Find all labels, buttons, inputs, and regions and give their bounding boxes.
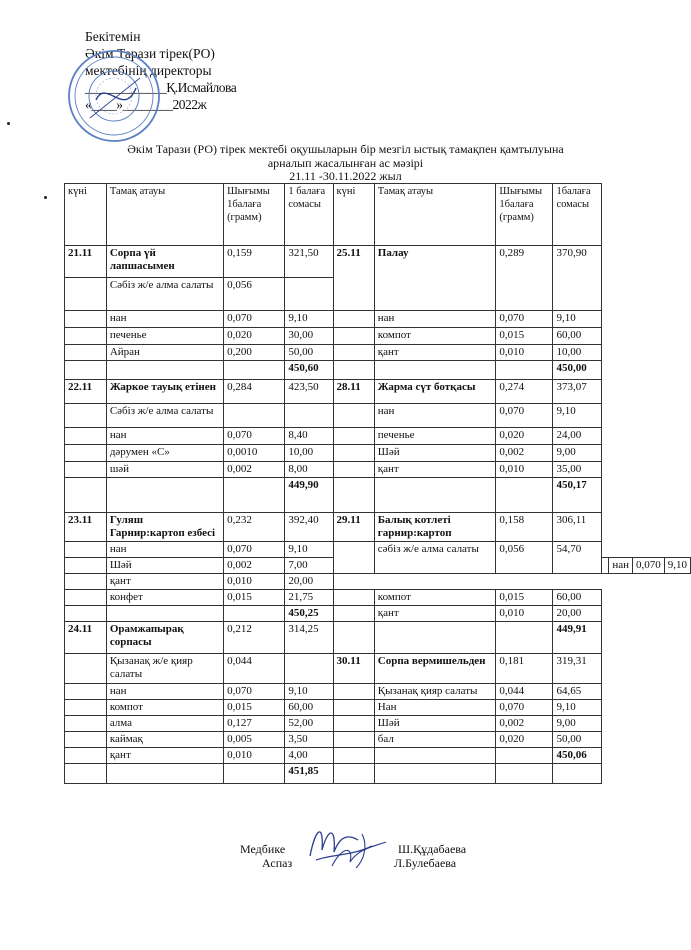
price-cell: 450,06 <box>553 748 602 764</box>
header-dish: Тамақ атауы <box>374 184 496 246</box>
dish-cell: конфет <box>106 590 223 606</box>
dish-cell: каймақ <box>106 732 223 748</box>
price-cell: 9,10 <box>553 404 602 428</box>
day-cell: 28.11 <box>333 380 374 404</box>
day-cell <box>333 462 374 478</box>
dish-cell: қант <box>374 606 496 622</box>
amount-cell: 0,010 <box>224 748 285 764</box>
amount-cell: 0,070 <box>496 700 553 716</box>
day-cell <box>333 684 374 700</box>
table-row <box>65 700 691 716</box>
amount-cell <box>224 361 285 380</box>
day-cell <box>65 311 107 328</box>
amount-cell: 0,056 <box>224 278 285 311</box>
price-cell: 9,10 <box>285 542 333 558</box>
price-cell: 450,17 <box>553 478 602 513</box>
table-row <box>65 462 691 478</box>
price-cell: 9,10 <box>285 311 333 328</box>
day-cell <box>333 345 374 361</box>
header-day: күні <box>333 184 374 246</box>
table-row <box>65 684 691 700</box>
amount-cell: 0,070 <box>496 404 553 428</box>
header-price: 1 балаға сомасы <box>285 184 333 246</box>
day-cell: 22.11 <box>65 380 107 404</box>
day-cell: 24.11 <box>65 622 107 654</box>
amount-cell: 0,010 <box>224 574 285 590</box>
header-amount: Шығымы 1балаға (грамм) <box>224 184 285 246</box>
empty-cell <box>553 764 602 784</box>
price-cell: 10,00 <box>285 445 333 462</box>
amount-cell: 0,015 <box>224 590 285 606</box>
table-row <box>65 380 691 404</box>
day-cell <box>65 732 107 748</box>
amount-cell: 0,044 <box>496 684 553 700</box>
day-cell <box>65 748 107 764</box>
amount-cell: 0,005 <box>224 732 285 748</box>
dish-cell: Палау <box>374 246 496 311</box>
dish-cell: нан <box>106 684 223 700</box>
dish-cell <box>374 622 496 654</box>
amount-cell: 0,274 <box>496 380 553 404</box>
table-row <box>65 716 691 732</box>
day-cell <box>65 716 107 732</box>
header-price: 1балаға сомасы <box>553 184 602 246</box>
amount-cell <box>224 404 285 428</box>
day-cell: 25.11 <box>333 246 374 311</box>
day-cell <box>333 622 374 654</box>
scan-dot <box>7 122 10 125</box>
table-row <box>65 513 691 542</box>
day-cell <box>333 590 374 606</box>
dish-cell: қант <box>374 462 496 478</box>
empty-cell <box>333 764 374 784</box>
dish-cell: Гуляш Гарнир:картоп езбесі <box>106 513 223 542</box>
day-cell <box>65 558 107 574</box>
table-row <box>65 654 691 684</box>
signature-icon <box>302 816 392 874</box>
amount-cell: 0,010 <box>496 345 553 361</box>
header-dish: Тамақ атауы <box>106 184 223 246</box>
day-cell <box>65 404 107 428</box>
price-cell: 54,70 <box>553 542 602 574</box>
school-stamp-icon <box>66 48 162 144</box>
day-cell <box>333 542 374 574</box>
price-cell: 373,07 <box>553 380 602 404</box>
amount-cell: 0,015 <box>496 590 553 606</box>
dish-cell: Қызанақ ж/е қияр салаты <box>106 654 223 684</box>
day-cell: 21.11 <box>65 246 107 278</box>
amount-cell: 0,070 <box>496 311 553 328</box>
amount-cell <box>496 748 553 764</box>
day-cell <box>65 684 107 700</box>
dish-cell: Балық котлеті гарнир:картоп <box>374 513 496 542</box>
price-cell: 24,00 <box>553 428 602 445</box>
price-cell: 8,40 <box>285 428 333 445</box>
table-row <box>65 606 691 622</box>
price-cell: 319,31 <box>553 654 602 684</box>
day-cell <box>333 404 374 428</box>
header-row <box>65 184 691 246</box>
dish-cell: Сорпа үй лапшасымен <box>106 246 223 278</box>
dish-cell: Сәбіз ж/е алма салаты <box>106 404 223 428</box>
table-row <box>65 361 691 380</box>
price-cell: 449,90 <box>285 478 333 513</box>
price-cell: 9,10 <box>285 684 333 700</box>
dish-cell: бал <box>374 732 496 748</box>
amount-cell: 0,002 <box>496 445 553 462</box>
dish-cell: Орамжапырақ сорпасы <box>106 622 223 654</box>
table-row <box>65 345 691 361</box>
amount-cell <box>224 478 285 513</box>
dish-cell: нан <box>106 542 223 558</box>
dish-cell: Қызанақ қияр салаты <box>374 684 496 700</box>
day-cell <box>65 328 107 345</box>
price-cell <box>285 278 333 311</box>
cook-name: Л.Булебаева <box>394 856 457 870</box>
dish-cell: нан <box>609 558 633 574</box>
price-cell: 52,00 <box>285 716 333 732</box>
title-line1: Әкім Тарази (РО) тірек мектебі оқушыларын бір мезгіл ыстық тамақпен қамтылуына <box>127 142 564 156</box>
table-row <box>65 328 691 345</box>
price-cell: 321,50 <box>285 246 333 278</box>
day-cell <box>65 542 107 558</box>
price-cell <box>285 654 333 684</box>
day-cell <box>333 606 374 622</box>
dish-cell: сәбіз ж/е алма салаты <box>374 542 496 574</box>
amount-cell <box>224 764 285 784</box>
dish-cell: қант <box>106 748 223 764</box>
scan-dot <box>44 196 47 199</box>
amount-cell: 0,070 <box>224 428 285 445</box>
dish-cell: компот <box>374 590 496 606</box>
dish-cell: компот <box>106 700 223 716</box>
dish-cell: нан <box>106 428 223 445</box>
day-cell <box>333 478 374 513</box>
dish-cell: қант <box>374 345 496 361</box>
dish-cell <box>374 478 496 513</box>
dish-cell: нан <box>374 311 496 328</box>
amount-cell <box>496 361 553 380</box>
amount-cell: 0,002 <box>224 462 285 478</box>
price-cell: 450,25 <box>285 606 333 622</box>
amount-cell <box>224 606 285 622</box>
dish-cell: нан <box>106 311 223 328</box>
amount-cell: 0,181 <box>496 654 553 684</box>
amount-cell: 0,010 <box>496 462 553 478</box>
table-row <box>65 428 691 445</box>
price-cell: 392,40 <box>285 513 333 542</box>
dish-cell <box>374 361 496 380</box>
day-cell <box>65 462 107 478</box>
table-row <box>65 445 691 462</box>
table-row <box>65 542 691 558</box>
price-cell: 35,00 <box>553 462 602 478</box>
amount-cell: 0,159 <box>224 246 285 278</box>
dish-cell <box>106 478 223 513</box>
amount-cell: 0,212 <box>224 622 285 654</box>
approval-line4: _____________Қ.Исмайлова <box>85 80 237 95</box>
amount-cell: 0,002 <box>496 716 553 732</box>
amount-cell: 0,015 <box>496 328 553 345</box>
dish-cell: Жарма сүт ботқасы <box>374 380 496 404</box>
dish-cell <box>106 606 223 622</box>
dish-cell: қант <box>106 574 223 590</box>
day-cell <box>333 428 374 445</box>
table-row <box>65 311 691 328</box>
day-cell <box>65 278 107 311</box>
price-cell: 21,75 <box>285 590 333 606</box>
document-title <box>0 143 691 184</box>
day-cell <box>65 606 107 622</box>
price-cell: 10,00 <box>553 345 602 361</box>
amount-cell: 0,020 <box>224 328 285 345</box>
dish-cell: Шәй <box>106 558 223 574</box>
table-row <box>65 574 691 590</box>
day-cell <box>65 478 107 513</box>
amount-cell: 0,070 <box>224 684 285 700</box>
day-cell <box>65 654 107 684</box>
day-cell <box>65 574 107 590</box>
dish-cell: Сәбіз ж/е алма салаты <box>106 278 223 311</box>
price-cell: 9,10 <box>664 558 690 574</box>
header-day: күні <box>65 184 107 246</box>
price-cell: 3,50 <box>285 732 333 748</box>
price-cell: 20,00 <box>553 606 602 622</box>
amount-cell: 0,127 <box>224 716 285 732</box>
day-cell <box>65 700 107 716</box>
dish-cell: Айран <box>106 345 223 361</box>
day-cell <box>333 328 374 345</box>
dish-cell: Жаркое тауық етінен <box>106 380 223 404</box>
nurse-name: Ш.Құдабаева <box>398 842 467 856</box>
price-cell: 449,91 <box>553 622 602 654</box>
day-cell <box>65 590 107 606</box>
day-cell <box>333 748 374 764</box>
price-cell: 60,00 <box>553 590 602 606</box>
price-cell: 4,00 <box>285 748 333 764</box>
approval-line1: Бекітемін <box>85 29 141 44</box>
table-row <box>65 404 691 428</box>
price-cell: 9,00 <box>553 716 602 732</box>
nurse-role: Медбике <box>240 842 286 856</box>
table-row <box>65 748 691 764</box>
price-cell: 8,00 <box>285 462 333 478</box>
day-cell <box>333 445 374 462</box>
day-cell <box>333 716 374 732</box>
price-cell: 450,00 <box>553 361 602 380</box>
amount-cell: 0,070 <box>224 542 285 558</box>
dish-cell: печенье <box>374 428 496 445</box>
table-row <box>65 478 691 513</box>
price-cell: 7,00 <box>285 558 333 574</box>
amount-cell: 0,284 <box>224 380 285 404</box>
amount-cell: 0,044 <box>224 654 285 684</box>
price-cell: 20,00 <box>285 574 333 590</box>
price-cell: 9,10 <box>553 311 602 328</box>
amount-cell: 0,070 <box>633 558 665 574</box>
table-row <box>65 246 691 278</box>
price-cell: 50,00 <box>285 345 333 361</box>
dish-cell: нан <box>374 404 496 428</box>
price-cell: 64,65 <box>553 684 602 700</box>
table-row <box>65 622 691 654</box>
day-cell <box>65 345 107 361</box>
day-cell <box>333 732 374 748</box>
dish-cell: Шәй <box>374 716 496 732</box>
title-line2: арналып жасалынған ас мәзірі <box>267 155 424 170</box>
amount-cell: 0,158 <box>496 513 553 542</box>
price-cell: 60,00 <box>553 328 602 345</box>
day-cell <box>65 361 107 380</box>
table-row <box>65 764 691 784</box>
amount-cell: 0,232 <box>224 513 285 542</box>
day-cell <box>333 311 374 328</box>
table-row <box>65 590 691 606</box>
dish-cell: Шәй <box>374 445 496 462</box>
price-cell: 314,25 <box>285 622 333 654</box>
day-cell: 23.11 <box>65 513 107 542</box>
empty-cell <box>496 764 553 784</box>
price-cell: 9,10 <box>553 700 602 716</box>
price-cell <box>285 404 333 428</box>
dish-cell: алма <box>106 716 223 732</box>
amount-cell: 0,020 <box>496 428 553 445</box>
dish-cell: дәрумен «С» <box>106 445 223 462</box>
amount-cell: 0,056 <box>496 542 553 574</box>
dish-cell <box>106 361 223 380</box>
dish-cell: Нан <box>374 700 496 716</box>
price-cell: 423,50 <box>285 380 333 404</box>
amount-cell: 0,0010 <box>224 445 285 462</box>
amount-cell <box>496 622 553 654</box>
day-cell <box>65 428 107 445</box>
day-cell <box>333 361 374 380</box>
approval-line3: мектебінің директоры <box>85 63 212 78</box>
price-cell: 370,90 <box>553 246 602 311</box>
menu-table <box>64 183 691 784</box>
cook-role: Аспаз <box>262 856 293 870</box>
amount-cell <box>496 478 553 513</box>
empty-cell <box>374 764 496 784</box>
day-cell <box>65 764 107 784</box>
dish-cell: шәй <box>106 462 223 478</box>
title-line3: 21.11 -30.11.2022 жыл <box>289 169 402 183</box>
amount-cell: 0,015 <box>224 700 285 716</box>
amount-cell: 0,289 <box>496 246 553 311</box>
approval-line2: Әкім Тарази тірек(РО) <box>85 46 215 61</box>
day-cell: 29.11 <box>333 513 374 542</box>
dish-cell <box>106 764 223 784</box>
day-cell: 30.11 <box>333 654 374 684</box>
price-cell: 306,11 <box>553 513 602 542</box>
day-cell <box>65 445 107 462</box>
dish-cell: компот <box>374 328 496 345</box>
approval-line5: «____»________2022ж <box>85 97 207 112</box>
amount-cell: 0,020 <box>496 732 553 748</box>
menu-body <box>65 246 691 784</box>
price-cell: 30,00 <box>285 328 333 345</box>
dish-cell <box>374 748 496 764</box>
table-row <box>65 732 691 748</box>
price-cell: 60,00 <box>285 700 333 716</box>
amount-cell: 0,200 <box>224 345 285 361</box>
header-amount: Шығымы 1балаға (грамм) <box>496 184 553 246</box>
price-cell: 9,00 <box>553 445 602 462</box>
day-cell <box>333 700 374 716</box>
price-cell: 451,85 <box>285 764 333 784</box>
amount-cell: 0,010 <box>496 606 553 622</box>
dish-cell: Сорпа вермишельден <box>374 654 496 684</box>
amount-cell: 0,070 <box>224 311 285 328</box>
day-cell <box>602 558 609 574</box>
amount-cell: 0,002 <box>224 558 285 574</box>
dish-cell: печенье <box>106 328 223 345</box>
price-cell: 50,00 <box>553 732 602 748</box>
price-cell: 450,60 <box>285 361 333 380</box>
